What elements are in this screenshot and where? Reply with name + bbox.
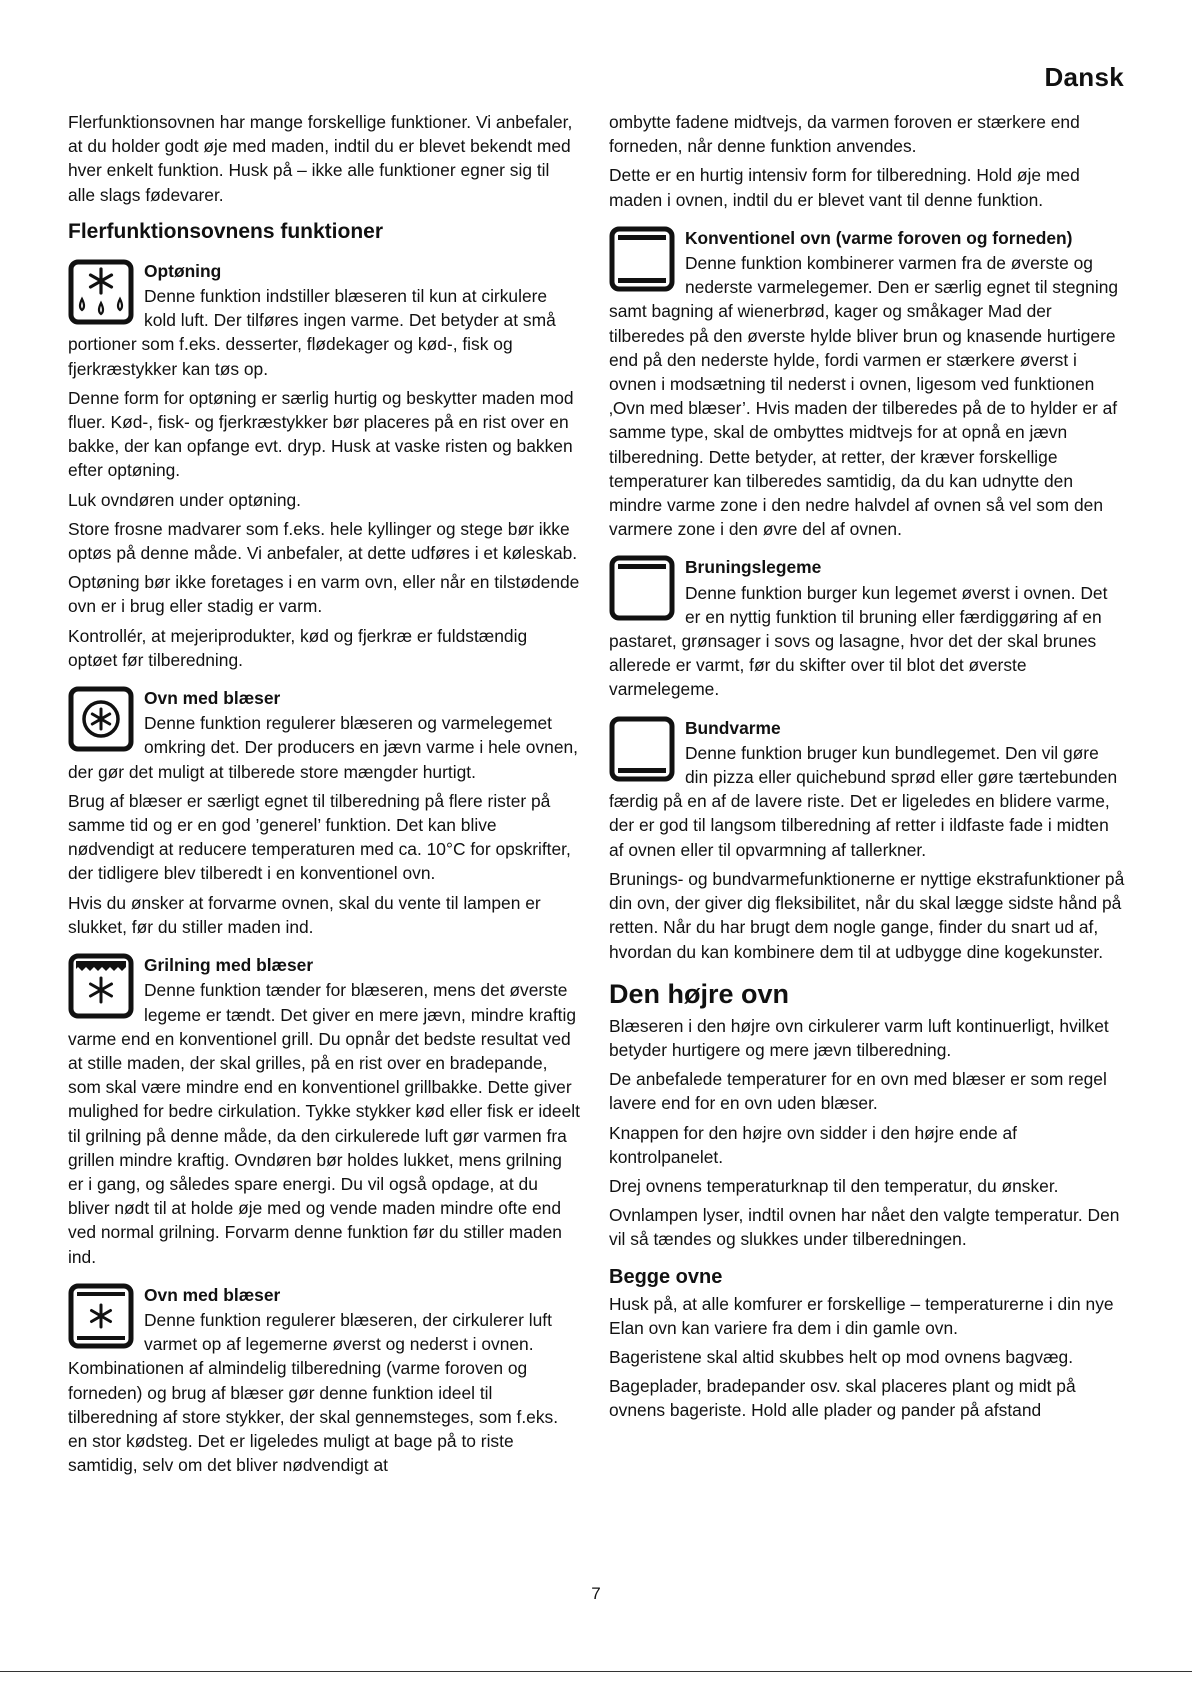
function-defrost (68, 259, 581, 381)
intro-paragraph: Flerfunktionsovnen har mange forskellige funktioner. Vi anbefaler, at du holder godt øje med maden, indtil du er blevet bekendt med hver enkelt funktion. Husk på – ikke alle funktioner egner sig til alle slags fødevarer. (68, 112, 573, 205)
function-conventional (609, 226, 1125, 542)
function-title: Ovn med blæser (144, 688, 281, 709)
defrost-icon (68, 259, 136, 327)
function-base-heat (609, 716, 1125, 862)
paragraph: Drej ovnens temperaturknap til den temperatur, du ønsker. (609, 1175, 1059, 1196)
paragraph: Luk ovndøren under optøning. (68, 489, 301, 510)
paragraph: De anbefalede temperaturer for en ovn med blæser er som regel lavere end for en ovn uden blæser. (609, 1069, 1107, 1114)
function-title: Ovn med blæser (144, 1284, 281, 1305)
function-title: Konventionel ovn (varme foroven og forneden) (685, 227, 1073, 248)
paragraph: Knappen for den højre ovn sidder i den højre ende af kontrolpanelet. (609, 1122, 1017, 1167)
function-fan-assisted (68, 1283, 581, 1478)
right-column (609, 110, 1125, 1428)
footer-divider (0, 1671, 1192, 1672)
function-title: Bundvarme (685, 717, 781, 738)
function-description: Denne funktion tænder for blæseren, mens det øverste legeme er tændt. Det giver en mere jævn, mindre kraftig varme end en konventionel grill. Du opnår det bedste resultat ved at stille maden, der skal grilles, på en rist over en bradepande, som skal være mindre end en konventionel grillbakke. Dette giver mulighed for bedre cirkulation. Tykke stykker kød eller fisk er ideelt til grilning på denne måde, da den cirkulerede luft gør varmen fra grillen mindre kraftig. Ovndøren bør holdes lukket, mens grilning er i gang, og således spare energi. Du vil også opdage, at du bliver nødt til at holde øje med og vende maden mindre ofte end ved normal grilning. Forvarm denne funktion før du stiller maden ind. (68, 980, 580, 1267)
function-title: Grilning med blæser (144, 955, 314, 976)
paragraph: Optøning bør ikke foretages i en varm ovn, eller når en tilstødende ovn er i brug eller stadig er varm. (68, 572, 580, 617)
function-browning (609, 555, 1125, 701)
paragraph: Husk på, at alle komfurer er forskellige – temperaturerne i din nye Elan ovn kan variere fra dem i din gamle ovn. (609, 1293, 1114, 1338)
paragraph: Denne form for optøning er særlig hurtig og beskytter maden mod fluer. Kød-, fisk- og fjerkræstykker bør placeres på en rist over en bakke, der kan opfange evt. dryp. Husk at vaske risten og bakken efter optøning. (68, 387, 574, 481)
function-description: Denne funktion regulerer blæseren og varmelegemet omkring det. Der producers en jævn varme i hele ovnen, der gør det muligt at tilberede store mængder hurtigt. (68, 713, 579, 782)
page-number: 7 (591, 1584, 601, 1603)
paragraph: Bageplader, bradepander osv. skal placeres plant og midt på ovnens bageriste. Hold alle plader og pander på afstand (609, 1376, 1076, 1421)
paragraph: Bageristene skal altid skubbes helt op mod ovnens bagvæg. (609, 1346, 1074, 1367)
section-heading-functions: Flerfunktionsovnens funktioner (68, 219, 384, 243)
section-heading-both-ovens: Begge ovne (609, 1265, 723, 1288)
function-description: Denne funktion bruger kun bundlegemet. Den vil gøre din pizza eller quichebund sprød eller gøre tærtebunden færdig på en af de lavere riste. Det er ligeledes en blidere varme, der er god til langsom tilberedning af retter i ildfaste fade i midten af ovnen eller til opvarmning af tallerkner. (609, 742, 1118, 860)
section-heading-right-oven: Den højre ovn (609, 978, 790, 1009)
paragraph: Brunings- og bundvarmefunktionerne er nyttige ekstrafunktioner på din ovn, der giver dig fleksibilitet, når du skal lægge sidste hånd på retten. Når du har brugt dem nogle gange, finder du snart ud af, hvordan du kan kombinere dem til at udbygge dine kogekunster. (609, 868, 1125, 962)
paragraph: Hvis du ønsker at forvarme ovnen, skal du vente til lampen er slukket, før du stiller maden ind. (68, 892, 541, 937)
function-title: Bruningslegeme (685, 557, 822, 578)
conventional-oven-icon (609, 226, 677, 294)
function-description: Denne funktion regulerer blæseren, der cirkulerer luft varmet op af legemerne øverst og nederst i ovnen. Kombinationen af almindelig tilberedning (varme foroven og forneden) og brug af blæser gør denne funktion ideel til tilberedning af store stykker, der skal gennemsteges, som f.eks. en stor kødsteg. Det er ligeledes muligt at bage på to riste samtidig, selv om det bliver nødvendigt at (68, 1309, 559, 1476)
paragraph: Blæseren i den højre ovn cirkulerer varm luft kontinuerligt, hvilket betyder hurtigere og mere jævn tilberedning. (609, 1015, 1109, 1060)
paragraph: Dette er en hurtig intensiv form for tilberedning. Hold øje med maden i ovnen, indtil du er blevet vant til denne funktion. (609, 165, 1080, 210)
function-description: Denne funktion burger kun legemet øverst i ovnen. Det er en nyttig funktion til bruning eller færdiggøring af en pastaret, grønsager i sovs og lasagne, hvor det der skal brunes allerede er varmt, før du skifter over til blot det øverste varmelegeme. (609, 582, 1108, 700)
fan-assisted-icon (68, 1283, 136, 1351)
paragraph: Kontrollér, at mejeriprodukter, kød og fjerkræ er fuldstændig optøet før tilberedning. (68, 625, 528, 670)
function-description: Denne funktion kombinerer varmen fra de øverste og nederste varmelegemer. Den er særlig egnet til stegning samt bagning af wienerbrød, kager og småkager Mad der tilberedes på den øverste hylde bliver brun og knasende hurtigere end på den nederste hylde, fordi varmen er stærkere øverst i ovnen i modsætning til nederst i ovnen, ligesom ved funktionen ‚Ovn med blæser’. Hvis maden der tilberedes på de to hylder er af samme type, skal de ombyttes midtvejs for at opnå en jævn tilberedning. Dette betyder, at retter, der kræver forskellige temperaturer kan tilberedes samtidig, da du kan udnytte den mindre varme zone i den nedre halvdel af ovnen så vel som den varmere zone i den øvre del af ovnen. (609, 253, 1119, 540)
bottom-heat-icon (609, 716, 677, 784)
function-fan-oven (68, 686, 581, 784)
function-description: Denne funktion indstiller blæseren til kun at cirkulere kold luft. Der tilføres ingen varme. Det betyder at små portioner som f.eks. desserter, flødekager og kød-, fisk og fjerkræstykker kan tøs op. (68, 286, 556, 379)
left-column (68, 110, 581, 1482)
paragraph: ombytte fadene midtvejs, da varmen foroven er stærkere end forneden, når denne funktion anvendes. (609, 112, 1080, 157)
function-title: Optøning (144, 260, 222, 281)
fan-oven-icon (68, 686, 136, 754)
language-label: Dansk (1044, 62, 1124, 92)
function-fan-grill (68, 953, 581, 1269)
paragraph: Store frosne madvarer som f.eks. hele kyllinger og stege bør ikke optøs på denne måde. Vi anbefaler, at dette udføres i et køleskab. (68, 518, 578, 564)
fan-grill-icon (68, 953, 136, 1021)
top-heat-icon (609, 555, 677, 623)
paragraph: Ovnlampen lyser, indtil ovnen har nået den valgte temperatur. Den vil så tændes og slukkes under tilberedningen. (609, 1205, 1120, 1250)
paragraph: Brug af blæser er særligt egnet til tilberedning på flere rister på samme tid og er en god ’generel’ funktion. Det kan blive nødvendigt at reducere temperaturen med ca. 10°C for opskrifter, der tidligere blev tilberedt i en konventionel ovn. (68, 790, 571, 884)
